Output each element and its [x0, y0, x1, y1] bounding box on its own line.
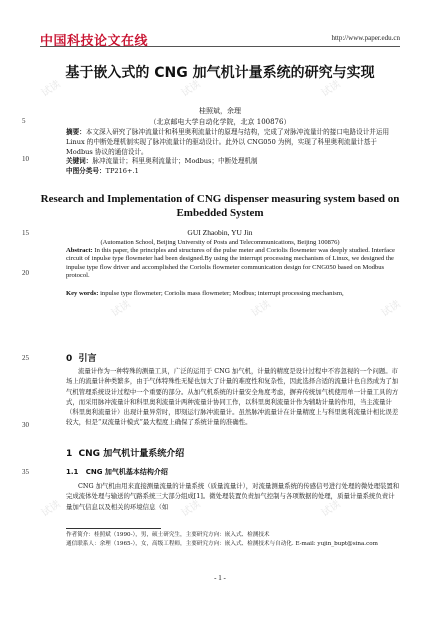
abstract-label: 摘要： [66, 128, 86, 136]
keywords-label-en: Key words: [66, 290, 99, 297]
watermark: 试读 [379, 298, 403, 320]
line-number: 15 [22, 229, 29, 237]
title-english: Research and Implementation of CNG dispenser measuring system based on Embedded System [40, 193, 400, 219]
section-number: 0 [66, 354, 73, 364]
watermark: 试读 [249, 298, 273, 320]
classification-value: TP216+.1 [105, 167, 139, 175]
abstract-english [66, 247, 400, 281]
watermark: 试读 [179, 78, 203, 100]
classification [66, 166, 400, 176]
abstract-chinese [66, 127, 400, 157]
subsection-heading [66, 467, 168, 477]
header-url[interactable]: http://www.paper.edu.cn [331, 34, 400, 42]
footnote-contact: 通信联系人：余理（1965-），女，高级工程师，主要研究方向：嵌入式、检测技术与自动化. E-mail: yujin_bupt@sina.com [66, 541, 378, 547]
abstract-label-en: Abstract: [66, 247, 93, 254]
line-number: 30 [22, 421, 29, 429]
page-number: - 1 - [214, 574, 226, 582]
line-number: 5 [22, 117, 26, 125]
section-heading [66, 351, 97, 364]
subsection-title: CNG 加气机基本结构介绍 [85, 468, 168, 476]
watermark: 试读 [39, 498, 63, 520]
page-header [40, 28, 400, 49]
line-number: 20 [22, 269, 29, 277]
line-number: 25 [22, 354, 29, 362]
abstract-text-en: In this paper, the principles and structures of the pulse meter and Coriolis flowmeter was deeply studied. Interface circuit of inpulse type flowmeter had been designed.By using the interrupt processing mechanism of Linux, we designed the inpulse type flow driver and accomplished the Coriolis flowmeter communication design for CNG050 based on Modbus protocol. [66, 247, 395, 280]
subsection-number: 1.1 [66, 468, 79, 476]
keywords-chinese [66, 156, 400, 166]
keywords-text-en: inpulse type flowmeter; Coriolis mass flowmeter; Modbus; interrupt processing mechanism, [100, 290, 344, 297]
classification-label: 中图分类号： [66, 167, 106, 175]
abstract-text: 本文深入研究了脉冲流量计和科里奥利流量计的原理与结构，完成了对脉冲流量计的接口电路设计并运用 Linux 的中断处理机制实现了脉冲流量计的驱动设计。此外以 CNG050 为例，实现了科里奥利流量计基于 Modbus 协议的通信设计。 [66, 128, 390, 156]
subsection-body: CNG 加气机由用来直接测量流量的计量系统（质量流量计），对流量测量系统的传感信号进行处理的微处理装置和完成流体处理与输送的气路系统三大部分组成[1]。微处理装置负责加气控制与各项数据的处理，质量计量系统负责计量加气信息以及相关的环境信息（如 [66, 482, 400, 511]
header-divider [40, 46, 400, 47]
affiliation-chinese: （北京邮电大学自动化学院，北京 100876） [149, 118, 291, 126]
watermark: 试读 [109, 298, 133, 320]
watermark: 试读 [39, 78, 63, 100]
keywords-english [66, 290, 400, 298]
watermark: 试读 [319, 498, 343, 520]
footnote-divider [66, 528, 161, 529]
watermark: 试读 [179, 498, 203, 520]
section-title: 引言 [78, 354, 97, 364]
line-number: 10 [22, 155, 29, 163]
affiliation-english: (Automation School, Beijing University of Posts and Telecommunications, Beijing 100876) [100, 239, 340, 246]
title-chinese: 基于嵌入式的 CNG 加气机计量系统的研究与实现 [65, 65, 375, 81]
authors-chinese: 桂照斌，余理 [199, 107, 241, 115]
site-logo: 中国科技论文在线 [40, 34, 149, 49]
keywords-text: 脉冲流量计；科里奥利流量计；Modbus；中断处理机制 [92, 157, 258, 165]
keywords-label: 关键词： [66, 157, 93, 165]
authors-english: GUI Zhaobin, YU Jin [187, 228, 253, 237]
section-heading [66, 446, 184, 459]
section-number: 1 [66, 449, 73, 459]
section-body: 流量计作为一种特殊的测量工具，广泛的运用于 CNG 加气机，计量的精度是设计过程中不容忽视的一个问题。市场上的流量计种类繁多，由于气体特殊性无疑也加大了计量的难度性和复杂性，因此选择合适的流量计也自然成为了加气机管理系统设计过程中一个重要的部分。从加气机系统的计量安全角度考虑，摒弃传统加气机使用单一计量工具的方式，而采用脉冲流量计和科里奥利流量计两种流量计协同工作，以科里奥利流量计作为辅助计量的作用，当主流量计（科里奥利流量计）出现计量异常时，即刻运行脉冲流量计。虽然脉冲流量计在计量精度上与科里奥利流量计相比误差较大，但是“双流量计模式”最大程度上确保了系统计量的准确性。 [66, 367, 399, 427]
section-title: CNG 加气机计量系统介绍 [78, 449, 185, 459]
footnote-author: 作者简介：桂照斌（1990-），男，硕士研究生，主要研究方向：嵌入式、检测技术 [66, 532, 270, 538]
watermark: 试读 [319, 78, 343, 100]
line-number: 35 [22, 468, 29, 476]
